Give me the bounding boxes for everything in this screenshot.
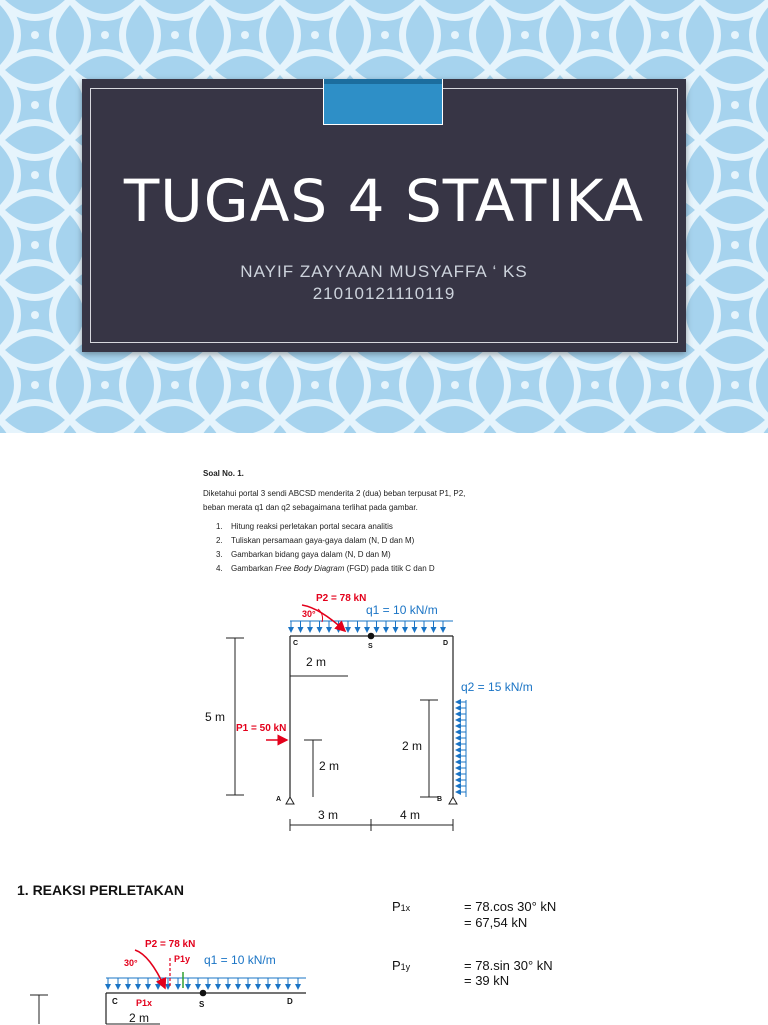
author-name: NAYIF ZAYYAAN MUSYAFFA ‘ KS: [240, 262, 528, 281]
task-text: Gambarkan bidang gaya dalam (N, D dan M): [231, 550, 391, 559]
p2-force-arrow-2: [135, 950, 165, 988]
q1-distributed-load-2: [106, 978, 306, 989]
q1-label-2: q1 = 10 kN/m: [204, 953, 276, 967]
node-s-label-2: S: [199, 1000, 205, 1009]
task-text: Hitung reaksi perletakan portal secara analitis: [231, 522, 393, 531]
problem-intro-line1: Diketahui portal 3 sendi ABCSD menderita 2 (dua) beban terpusat P1, P2,: [203, 489, 466, 498]
dim-2m-left: 2 m: [319, 759, 340, 773]
problem-heading: Soal No. 1.: [203, 469, 244, 478]
student-id: 21010121110119: [312, 284, 456, 303]
task-text: Tuliskan persamaan gaya-gaya dalam (N, D dan M): [231, 536, 415, 545]
node-c-label: C: [293, 640, 299, 647]
angle-label-2: 30°: [124, 958, 138, 968]
dim-5m: 5 m: [205, 710, 226, 724]
node-c-label-2: C: [112, 997, 118, 1006]
q1-label: q1 = 10 kN/m: [366, 603, 438, 617]
node-d-label: D: [443, 640, 449, 647]
problem-intro-line2: beban merata q1 dan q2 sebagaimana terlihat pada gambar.: [203, 503, 418, 512]
node-b-label: B: [437, 796, 443, 803]
task-number: 1.: [216, 522, 223, 531]
p1y-label-diagram: P1y: [174, 954, 191, 964]
p1x-equation-2: = 67,54 kN: [464, 915, 528, 930]
dim-3m: 3 m: [318, 808, 339, 822]
hinge-s-2: [200, 990, 207, 997]
section-heading: 1. REAKSI PERLETAKAN: [17, 882, 184, 898]
q2-label: q2 = 15 kN/m: [461, 680, 533, 694]
task-number: 4.: [216, 564, 223, 573]
node-s-label: S: [368, 643, 373, 650]
task-text: Gambarkan Free Body Diagram (FGD) pada titik C dan D: [231, 564, 435, 573]
p2-label-2: P2 = 78 kN: [145, 939, 196, 950]
angle-label: 30°: [302, 609, 316, 619]
dim-2m-top: 2 m: [306, 655, 327, 669]
node-a-label: A: [276, 796, 282, 803]
p1-label: P1 = 50 kN: [236, 723, 287, 734]
p1y-equation-2: = 39 kN: [464, 973, 510, 988]
p2-label: P2 = 78 kN: [316, 593, 367, 604]
task-number: 2.: [216, 536, 223, 545]
task-number: 3.: [216, 550, 223, 559]
slide-title: TUGAS 4 STATIKA: [123, 167, 645, 235]
p1x-label-diagram: P1x: [136, 998, 153, 1008]
p1y-label: P1y: [392, 958, 411, 973]
p1y-equation-1: = 78.sin 30° kN: [464, 958, 553, 973]
p1x-equation-1: = 78.cos 30° kN: [464, 899, 557, 914]
dim-2m-right: 2 m: [402, 739, 423, 753]
p1x-label: P1x: [392, 899, 411, 914]
node-d-label-2: D: [287, 997, 293, 1006]
dim-4m: 4 m: [400, 808, 421, 822]
dim-2m-label-2: 2 m: [129, 1011, 150, 1025]
